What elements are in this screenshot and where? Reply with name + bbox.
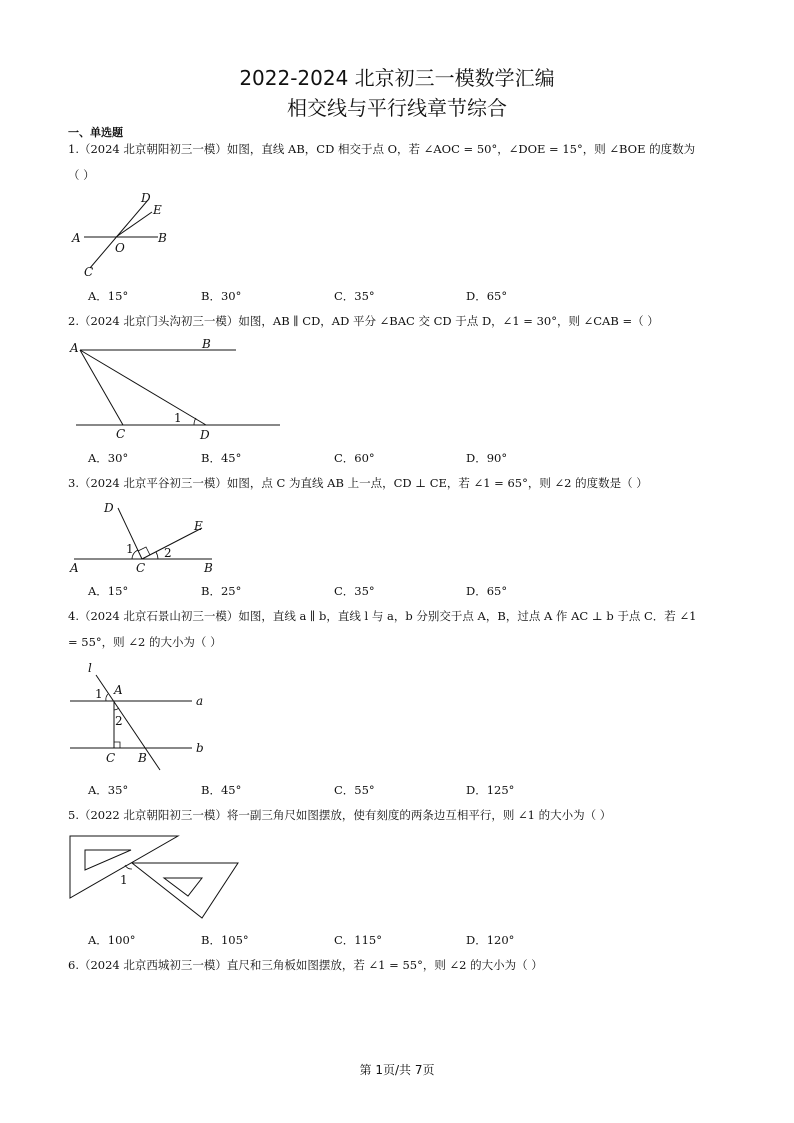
question-4-text: 4.（2024 北京石景山初三一模）如图，直线 a ∥ b，直线 l 与 a，b 分别交于点 A，B，过点 A 作 AC ⊥ b 于点 C．若 ∠1 = 55°，则 ∠2 的大小为（ ）	[68, 609, 697, 649]
q2-option-a[interactable]: A．30°	[88, 451, 129, 465]
q1-label-c: C	[84, 265, 94, 279]
section-heading: 一、单选题	[68, 126, 123, 139]
question-6-text: 6.（2024 北京西城初三一模）直尺和三角板如图摆放，若 ∠1 = 55°，则 ∠2 的大小为（ ）	[68, 958, 543, 972]
q1-label-o: O	[115, 241, 125, 255]
title-line2: 相交线与平行线章节综合	[287, 96, 507, 120]
q5-option-c[interactable]: C．115°	[334, 933, 382, 947]
q4-label-b-line: b	[196, 741, 204, 755]
q2-option-d[interactable]: D．90°	[466, 451, 508, 465]
figure-q1	[68, 190, 188, 282]
q4-label-b-point: B	[138, 751, 147, 765]
title-line1: 2022-2024 北京初三一模数学汇编	[239, 66, 555, 90]
figure-q5	[68, 832, 243, 922]
q2-label-b: B	[202, 337, 211, 351]
q4-label-l: l	[88, 661, 92, 675]
q1-option-a[interactable]: A．15°	[88, 289, 129, 303]
q4-label-a-point: A	[114, 683, 123, 697]
q3-label-d: D	[104, 501, 114, 515]
q1-option-d[interactable]: D．65°	[466, 289, 508, 303]
q2-label-a: A	[70, 341, 79, 355]
question-1-text: 1.（2024 北京朝阳初三一模）如图，直线 AB，CD 相交于点 O，若 ∠AOC = 50°，∠DOE = 15°，则 ∠BOE 的度数为（ ）	[68, 142, 696, 182]
q5-label-1: 1	[120, 873, 128, 887]
q4-option-d[interactable]: D．125°	[466, 783, 515, 797]
figure-q2	[68, 338, 288, 446]
q4-label-2: 2	[115, 714, 123, 728]
q4-option-a[interactable]: A．35°	[88, 783, 129, 797]
q3-option-a[interactable]: A．15°	[88, 584, 129, 598]
q1-option-b[interactable]: B．30°	[201, 289, 242, 303]
question-3-text: 3.（2024 北京平谷初三一模）如图，点 C 为直线 AB 上一点，CD ⊥ CE，若 ∠1 = 65°，则 ∠2 的度数是（ ）	[68, 476, 648, 490]
figure-q3	[68, 500, 228, 578]
q1-label-a: A	[72, 231, 81, 245]
q2-label-1: 1	[174, 411, 182, 425]
q5-option-a[interactable]: A．100°	[88, 933, 136, 947]
q3-label-1: 1	[126, 542, 134, 556]
page-footer: 第 1页/共 7页	[359, 1063, 435, 1077]
q1-label-b: B	[158, 231, 167, 245]
q3-label-2: 2	[164, 546, 172, 560]
q1-option-c[interactable]: C．35°	[334, 289, 375, 303]
question-2-text: 2.（2024 北京门头沟初三一模）如图，AB ∥ CD，AD 平分 ∠BAC 交 CD 于点 D，∠1 = 30°，则 ∠CAB =（ ）	[68, 314, 659, 328]
q3-label-b: B	[204, 561, 213, 575]
q4-label-a-line: a	[196, 694, 204, 708]
q2-option-c[interactable]: C．60°	[334, 451, 375, 465]
q3-option-b[interactable]: B．25°	[201, 584, 242, 598]
q4-label-1: 1	[95, 687, 103, 701]
q4-label-c: C	[106, 751, 116, 765]
q4-option-b[interactable]: B．45°	[201, 783, 242, 797]
q3-label-a: A	[70, 561, 79, 575]
q3-label-c: C	[136, 561, 146, 575]
q2-label-d: D	[200, 428, 210, 442]
q3-label-e: E	[194, 519, 203, 533]
q1-label-d: D	[141, 191, 151, 205]
q3-option-d[interactable]: D．65°	[466, 584, 508, 598]
q2-option-b[interactable]: B．45°	[201, 451, 242, 465]
q3-option-c[interactable]: C．35°	[334, 584, 375, 598]
q4-option-c[interactable]: C．55°	[334, 783, 375, 797]
q5-option-b[interactable]: B．105°	[201, 933, 249, 947]
figure-q4	[68, 660, 218, 772]
q1-label-e: E	[153, 203, 162, 217]
question-5-text: 5.（2022 北京朝阳初三一模）将一副三角尺如图摆放，使有刻度的两条边互相平行，则 ∠1 的大小为（ ）	[68, 808, 612, 822]
q2-label-c: C	[116, 427, 126, 441]
q5-option-d[interactable]: D．120°	[466, 933, 515, 947]
